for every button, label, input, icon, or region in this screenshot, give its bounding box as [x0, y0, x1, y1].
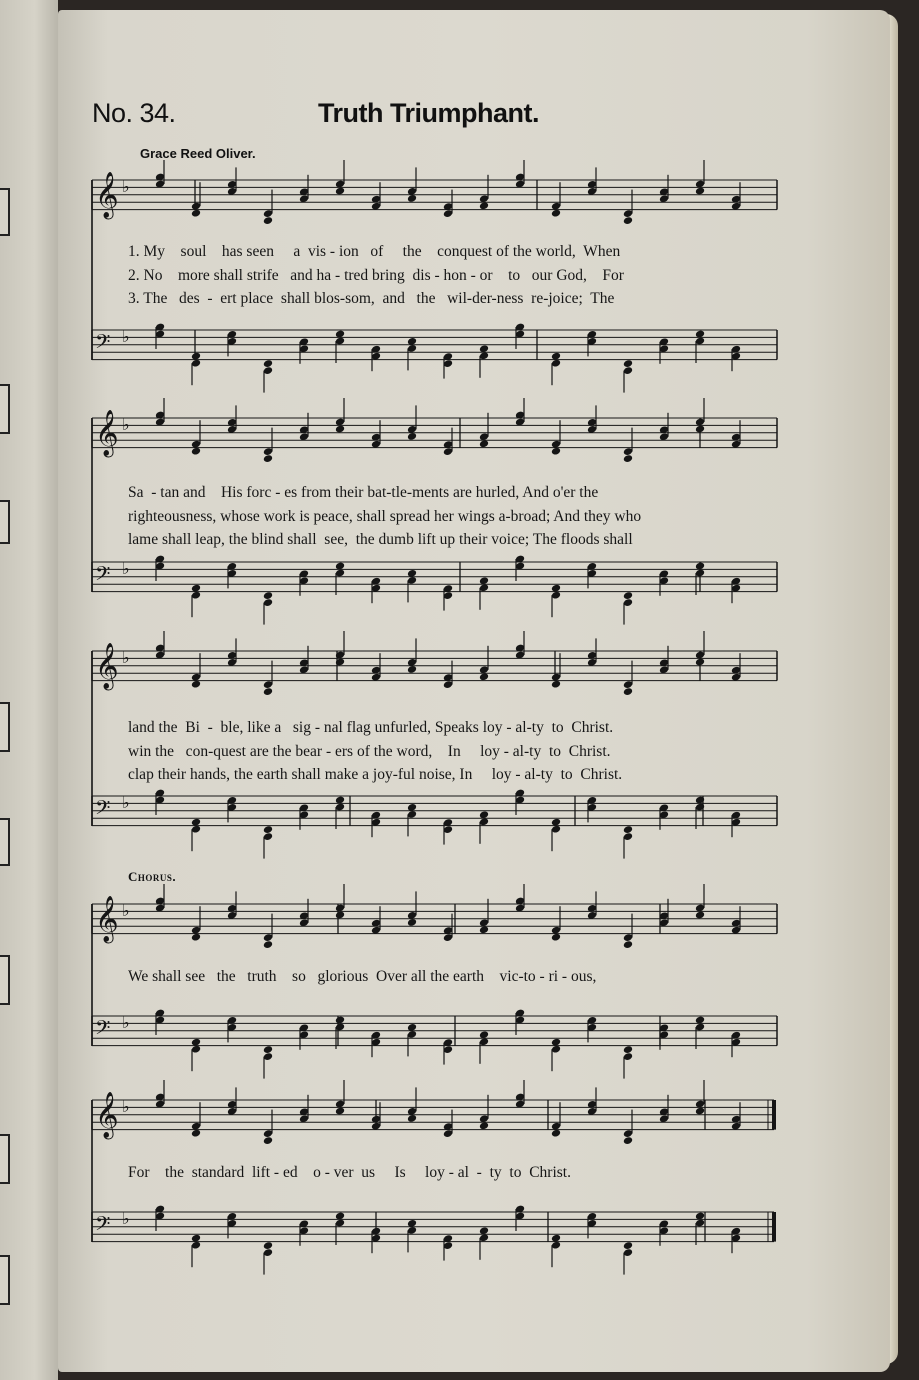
lyric-line: land the Bi - ble, like a sig - nal flag unfurled, Speaks loy - al-ty to Christ. — [128, 719, 614, 736]
svg-text:♭: ♭ — [122, 1013, 130, 1032]
svg-text:𝄞: 𝄞 — [95, 643, 119, 689]
svg-text:♭: ♭ — [122, 793, 130, 812]
svg-text:𝄞: 𝄞 — [95, 410, 119, 456]
lyric-line: 1. My soul has seen a vis - ion of the conquest of the world, When — [128, 243, 621, 260]
author-credit: Grace Reed Oliver. — [140, 146, 256, 161]
svg-text:♭: ♭ — [122, 177, 130, 196]
svg-text:𝄢: 𝄢 — [95, 330, 111, 358]
svg-text:♭: ♭ — [122, 1209, 130, 1228]
svg-text:𝄢: 𝄢 — [95, 1212, 111, 1240]
svg-text:♭: ♭ — [122, 415, 130, 434]
lyric-line: win the con-quest are the bear - ers of the word, In loy - al-ty to Christ. — [128, 743, 611, 760]
svg-text:𝄢: 𝄢 — [95, 1016, 111, 1044]
lyric-line: We shall see the truth so glorious Over all the earth vic-to - ri - ous, — [128, 968, 597, 985]
lyric-line: For the standard lift - ed o - ver us Is loy - al - ty to Christ. — [128, 1164, 571, 1181]
svg-text:𝄢: 𝄢 — [95, 796, 111, 824]
lyric-line: 3. The des - ert place shall blos-som, and the wil-der-ness re-joice; The — [128, 290, 615, 307]
lyric-line: lame shall leap, the blind shall see, the dumb lift up their voice; The floods shall — [128, 531, 633, 548]
svg-text:♭: ♭ — [122, 327, 130, 346]
hymn-title: Truth Triumphant. — [318, 98, 539, 128]
lyric-line: righteousness, whose work is peace, shall spread her wings a-broad; And they who — [128, 508, 642, 525]
lyric-line: clap their hands, the earth shall make a joy-ful noise, In loy - al-ty to Christ. — [128, 766, 623, 783]
svg-text:𝄢: 𝄢 — [95, 562, 111, 590]
svg-text:♭: ♭ — [122, 901, 130, 920]
svg-text:♭: ♭ — [122, 1097, 130, 1116]
svg-text:𝄞: 𝄞 — [95, 172, 119, 218]
hymn-number: No. 34. — [92, 98, 176, 128]
svg-text:♭: ♭ — [122, 648, 130, 667]
svg-text:𝄞: 𝄞 — [95, 896, 119, 942]
svg-text:𝄞: 𝄞 — [95, 1092, 119, 1138]
lyric-line: 2. No more shall strife and ha - tred bring dis - hon - or to our God, For — [128, 267, 624, 284]
svg-text:♭: ♭ — [122, 559, 130, 578]
lyric-line: Sa - tan and His forc - es from their bat-tle-ments are hurled, And o'er the — [128, 484, 599, 501]
chorus-label: Chorus. — [128, 869, 177, 884]
